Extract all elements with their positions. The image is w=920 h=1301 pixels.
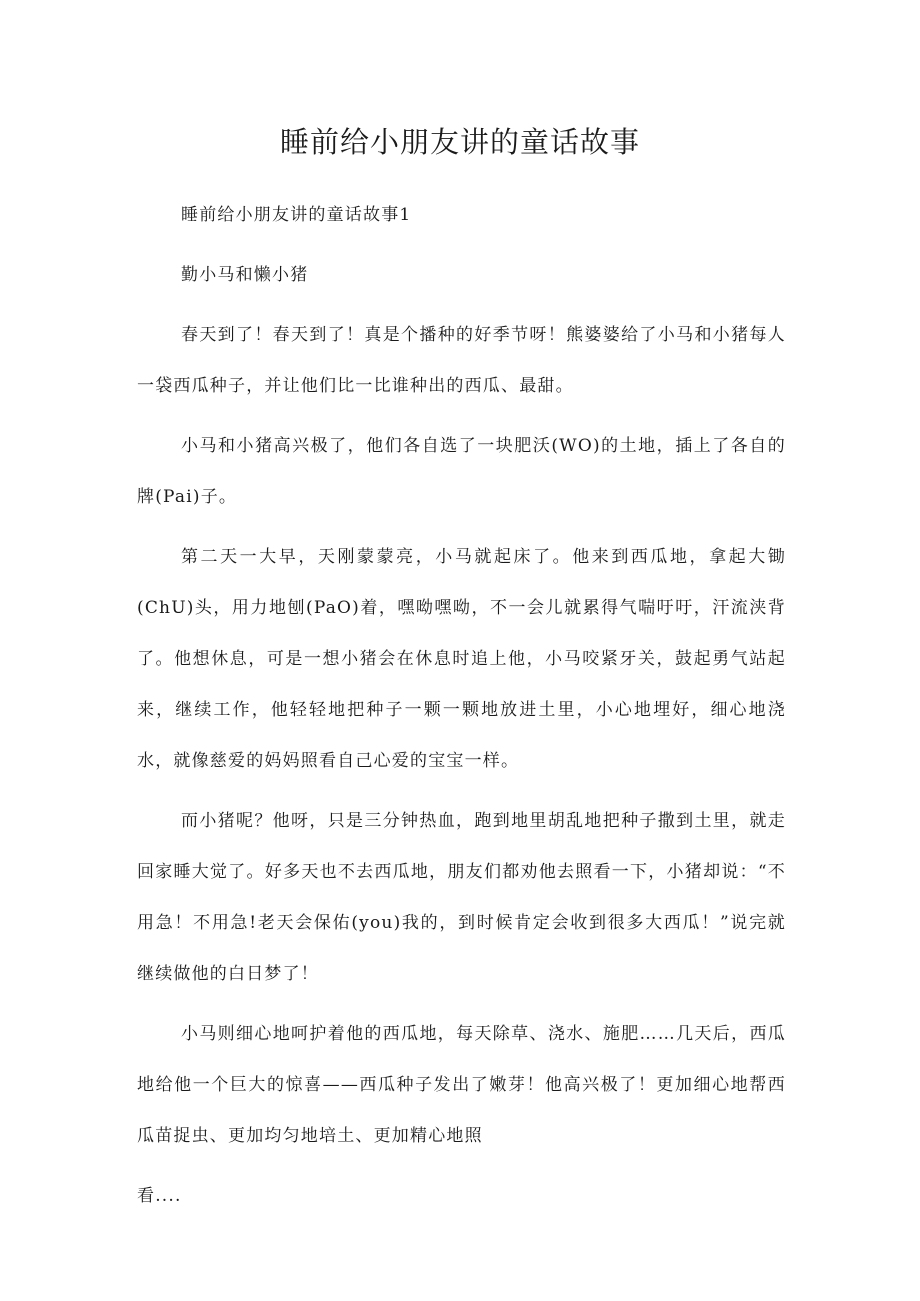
paragraph-2: 小马和小猪高兴极了，他们各自选了一块肥沃(WO)的土地，插上了各自的牌(Pai)子。 xyxy=(137,436,786,507)
trailing-text: 看.... xyxy=(137,1186,182,1206)
paragraph-5: 小马则细心地呵护着他的西瓜地，每天除草、浇水、施肥……几天后，西瓜地给他一个巨大的惊喜——西瓜种子发出了嫩芽！他高兴极了！更加细心地帮西瓜苗捉虫、更加均匀地培土、更加精心地照 xyxy=(137,1024,786,1146)
paragraph-4: 而小猪呢？他呀，只是三分钟热血，跑到地里胡乱地把种子撒到土里，就走回家睡大觉了。好多天也不去西瓜地，朋友们都劝他去照看一下，小猪却说：“不用急！不用急!老天会保佑(you)我的，到时候肯定会收到很多大西瓜！”说完就继续做他的白日梦了！ xyxy=(137,811,786,984)
story-title: 勤小马和懒小猪 xyxy=(181,265,309,285)
paragraph-3: 第二天一大早，天刚蒙蒙亮，小马就起床了。他来到西瓜地，拿起大锄(ChU)头，用力地刨(PaO)着，嘿呦嘿呦，不一会儿就累得气喘吁吁，汗流浃背了。他想休息，可是一想小猪会在休息时追上他，小马咬紧牙关，鼓起勇气站起来，继续工作，他轻轻地把种子一颗一颗地放进土里，小心地埋好，细心地浇水，就像慈爱的妈妈照看自己心爱的宝宝一样。 xyxy=(137,547,786,771)
page-title: 睡前给小朋友讲的童话故事 xyxy=(279,125,640,159)
paragraph-1: 春天到了！春天到了！真是个播种的好季节呀！熊婆婆给了小马和小猪每人一袋西瓜种子，并让他们比一比谁种出的西瓜、最甜。 xyxy=(137,325,786,396)
subtitle: 睡前给小朋友讲的童话故事1 xyxy=(181,205,412,225)
document-body xyxy=(137,190,786,1222)
